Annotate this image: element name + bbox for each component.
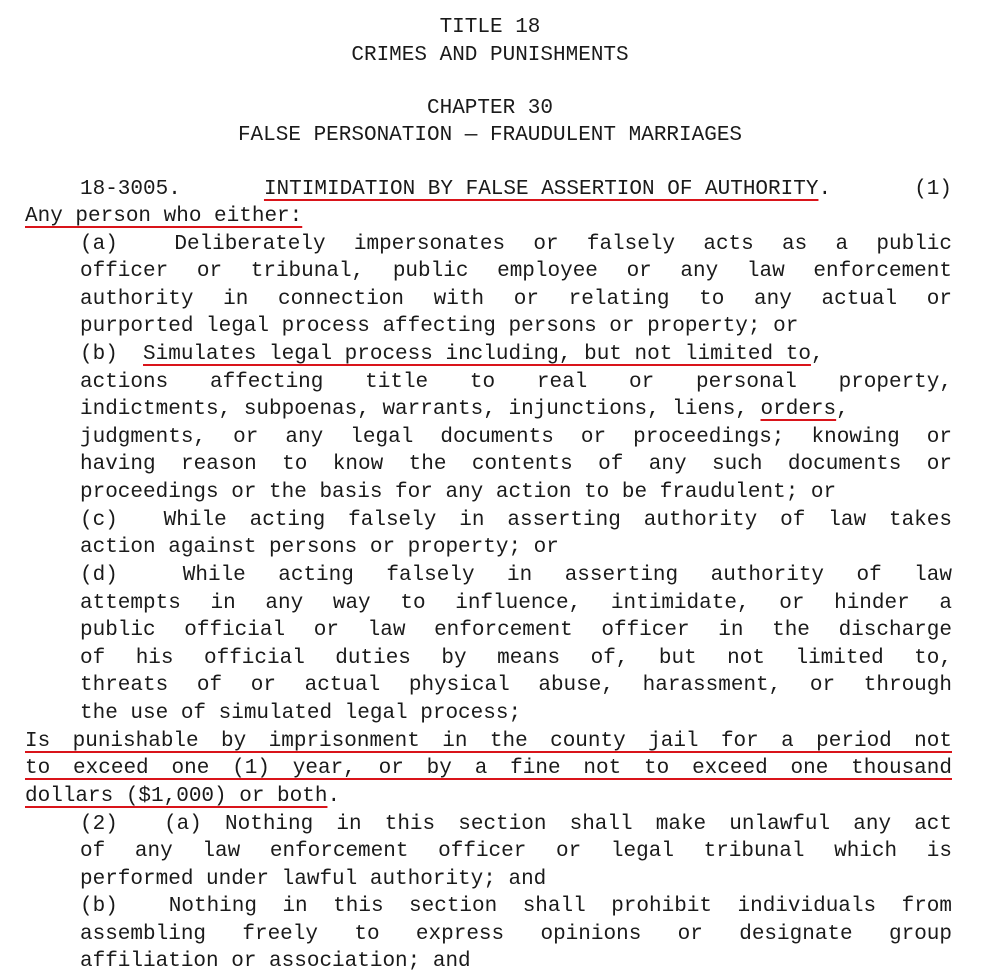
subsection-2-line: (2) (a) Nothing in this section shall make unlawful any act [80, 813, 952, 836]
title-name: CRIMES AND PUNISHMENTS [351, 44, 629, 67]
penalty-line: dollars ($1,000) or both. [25, 785, 341, 808]
penalty-line: Is punishable by imprisonment in the county jail for a period not [25, 730, 952, 753]
para-b-line: having reason to know the contents of any such documents or [80, 453, 952, 476]
para-d-line: the use of simulated legal process; [80, 702, 522, 725]
para-a-line: officer or tribunal, public employee or any law enforcement [80, 260, 952, 283]
section-number: 18-3005. [80, 178, 181, 201]
subsection-2-line: of any law enforcement officer or legal tribunal which is [80, 840, 952, 863]
section-title-period: . [818, 178, 832, 201]
simulates-legal-process-phrase: Simulates legal process including, but not limited to [143, 343, 811, 366]
para-c-line: action against persons or property; or [80, 536, 559, 559]
chapter-name: FALSE PERSONATION — FRAUDULENT MARRIAGES [237, 124, 743, 147]
para-b-line: (b) Simulates legal process including, but not limited to , [80, 343, 824, 366]
para-d-line: threats of or actual physical abuse, harassment, or through [80, 674, 952, 697]
para-b-label: (b) [80, 343, 144, 366]
para-d-line: (d) While acting falsely in asserting authority of law [80, 564, 952, 587]
para-a-line: authority in connection with or relating to any actual or [80, 288, 952, 311]
section-heading [80, 178, 952, 201]
subsection-2-line: (b) Nothing in this section shall prohibit individuals from [80, 895, 952, 918]
para-b-line: indictments, subpoenas, warrants, injunctions, liens, orders , [80, 398, 849, 421]
subsection-2-line: performed under lawful authority; and [80, 868, 547, 891]
para-d-line: of his official duties by means of, but not limited to, [80, 647, 952, 670]
para-b-line: actions affecting title to real or personal property, [80, 371, 952, 394]
para-d-line: public official or law enforcement officer in the discharge [80, 619, 952, 642]
section-intro: Any person who either: [25, 205, 303, 228]
subsection-2-line: affiliation or association; and [80, 950, 471, 973]
para-b-line: judgments, or any legal documents or proceedings; knowing or [80, 426, 952, 449]
penalty-line: to exceed one (1) year, or by a fine not to exceed one thousand [25, 757, 952, 780]
subsection-2-line: assembling freely to express opinions or designate group [80, 923, 952, 946]
chapter-number: CHAPTER 30 [426, 97, 554, 120]
para-b-line: proceedings or the basis for any action to be fraudulent; or [80, 481, 837, 504]
title-number: TITLE 18 [439, 16, 541, 39]
para-d-line: attempts in any way to influence, intimidate, or hinder a [80, 592, 952, 615]
section-title: INTIMIDATION BY FALSE ASSERTION OF AUTHORITY [263, 178, 819, 201]
subsection-1-label: (1) [914, 178, 952, 201]
orders-word: orders [760, 398, 837, 421]
para-c-line: (c) While acting falsely in asserting authority of law takes [80, 509, 952, 532]
para-a-line: (a) Deliberately impersonates or falsely acts as a public [80, 233, 952, 256]
para-a-line: purported legal process affecting persons or property; or [80, 315, 799, 338]
